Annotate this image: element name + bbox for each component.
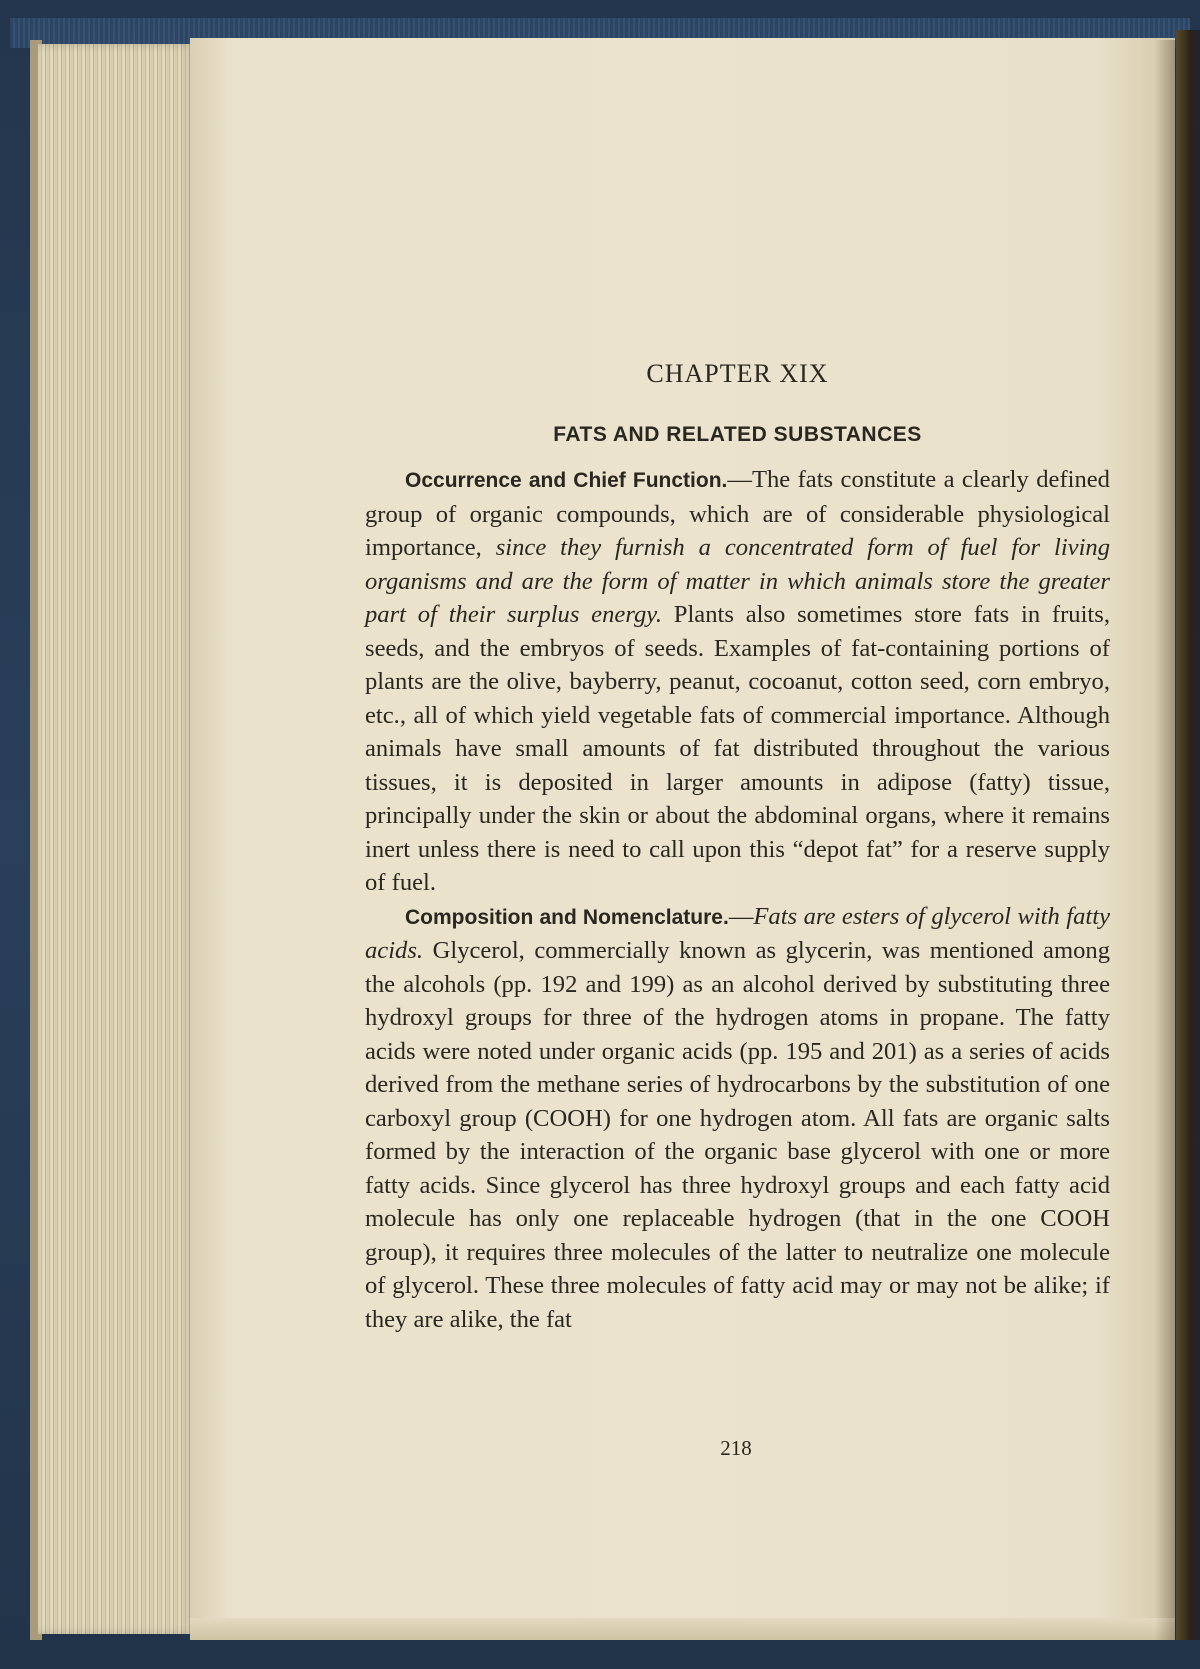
paragraph-text: Glycerol, commercially known as glycerin, was mentioned among the alcohols (pp. 192 and 199) as an alcohol derived by substituting three hydroxyl groups for three of the hydrogen atoms in propane. The fatty acids were noted under organic acids (pp. 195 and 201) as a series of acids derived from the methane series of hydrocarbons by the substitution of one carboxyl group (COOH) for one hydrogen atom. All fats are organic salts formed by the interaction of the organic base glycerol with one or more fatty acids. Since glycerol has three hydroxyl groups and each fatty acid molecule has only one replaceable hydrogen (that in the one COOH group), it requires three molecules of the latter to neutralize one molecule of glycerol. These three molecules of fatty acid may or may not be alike; if they are alike, the fat [365, 937, 1110, 1333]
paragraph-text: Plants also sometimes store fats in fruits, seeds, and the embryos of seeds. Examples of fat-containing portions of plants are the olive, bayberry, peanut, cocoanut, cotton seed, corn embryo, etc., all of which yield vegetable fats of commercial importance. Although animals have small amounts of fat distributed throughout the various tissues, it is deposited in larger amounts in adipose (fatty) tissue, principally under the skin or about the abdominal organs, where it remains inert unless there is need to call upon this “depot fat” for a reserve supply of fuel. [365, 601, 1110, 896]
paragraph-composition [365, 900, 1110, 1337]
em-dash: — [727, 466, 752, 493]
paragraph-occurrence [365, 463, 1110, 900]
page-stack-edges [38, 44, 198, 1634]
section-title: FATS AND RELATED SUBSTANCES [553, 423, 922, 446]
em-dash: — [728, 902, 754, 930]
paragraph-italic-text: since they furnish a concentrated form of fuel for living organisms and are the form of matter in which animals store the greater part of their surplus energy. [365, 534, 1111, 628]
page-number: 218 [720, 1436, 752, 1460]
page-text [365, 354, 1110, 1336]
book-spine [1176, 30, 1200, 1640]
page-bottom-edge [190, 1618, 1175, 1640]
paragraph-heading: Composition and Nomenclature. [405, 905, 729, 929]
paragraph-heading: Occurrence and Chief Function. [405, 469, 728, 492]
paragraph-italic-text: Fats are esters of glycerol with fatty acids. [365, 902, 1110, 964]
chapter-title: CHAPTER XIX [646, 359, 829, 388]
paragraph-text: The fats constitute a clearly defined group of organic compounds, which are of considerable physiological importance, [365, 466, 1110, 561]
